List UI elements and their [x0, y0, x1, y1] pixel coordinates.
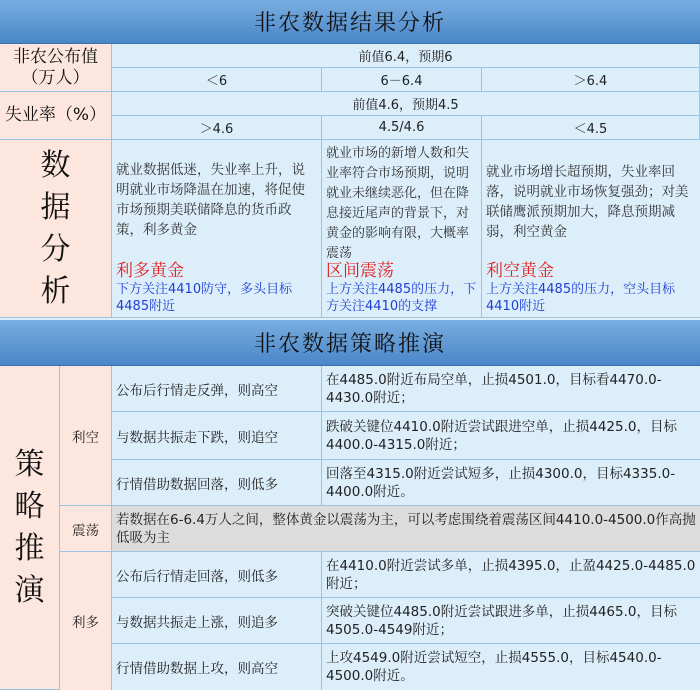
analysis-column-range: [322, 140, 482, 318]
nonfarm-range-low: ＜6: [112, 68, 322, 92]
strategy-plan: 在4485.0附近布局空单，止损4501.0，目标看4470.0-4430.0附近；: [322, 366, 700, 412]
analysis-note: 下方关注4410防守，多头目标4485附近: [116, 282, 293, 314]
strategy-label-cell: [0, 366, 60, 690]
section-title-results: 非农数据结果分析: [0, 0, 700, 44]
unemployment-range-low: ＜4.5: [482, 116, 700, 140]
unemployment-range-mid: 4.5/4.6: [322, 116, 482, 140]
unemployment-prev-expected: 前值4.6，预期4.5: [112, 92, 700, 116]
strategy-condition: 行情借助数据回落，则低多: [112, 460, 322, 506]
range-group-label: 震荡: [60, 506, 112, 552]
strategy-condition: 公布后行情走反弹，则高空: [112, 366, 322, 412]
analysis-note: 上方关注4485的压力，空头目标4410附近: [486, 282, 676, 314]
analysis-label-cell: [0, 140, 112, 318]
unemployment-range-high: ＞4.6: [112, 116, 322, 140]
analysis-verdict: 利多黄金: [116, 261, 184, 281]
range-strategy-text: 若数据在6-6.4万人之间，整体黄金以震荡为主，可以考虑围绕着震荡区间4410.0-4500.0作高抛低吸为主: [112, 506, 700, 552]
analysis-verdict: 区间震荡: [326, 261, 394, 281]
analysis-label: 数据分析: [40, 147, 71, 309]
strategy-label: 策略推演: [14, 446, 45, 608]
nonfarm-range-high: ＞6.4: [482, 68, 700, 92]
nonfarm-label: 非农公布值（万人）: [0, 44, 112, 92]
analysis-column-bullish: [112, 140, 322, 318]
analysis-text: 就业市场的新增人数和失业率符合市场预期，说明就业未继续恶化，但在降息接近尾声的背景下，对黄金的影响有限，大概率震荡: [326, 146, 470, 261]
analysis-text: 就业数据低迷，失业率上升，说明就业市场降温在加速，将促使市场预期美联储降息的货币政策，利多黄金: [116, 162, 305, 238]
strategy-plan: 突破关键位4485.0附近尝试跟进多单，止损4465.0，目标4505.0-4549附近；: [322, 598, 700, 644]
analysis-column-bearish: [482, 140, 700, 318]
bullish-group-label: 利多: [60, 552, 112, 690]
strategy-condition: 公布后行情走回落，则低多: [112, 552, 322, 598]
unemployment-label: 失业率（%）: [0, 92, 112, 140]
analysis-text: 就业市场增长超预期，失业率回落，说明就业市场恢复强劲；对美联储鹰派预期加大，降息预期减弱，利空黄金: [486, 164, 689, 240]
strategy-condition: 与数据共振走上涨，则追多: [112, 598, 322, 644]
strategy-plan: 回落至4315.0附近尝试短多，止损4300.0，目标4335.0-4400.0附近。: [322, 460, 700, 506]
analysis-note: 上方关注4485的压力，下方关注4410的支撑: [326, 282, 477, 314]
nonfarm-range-mid: 6－6.4: [322, 68, 482, 92]
section-title-strategy: 非农数据策略推演: [0, 320, 700, 366]
bearish-group-label: 利空: [60, 366, 112, 506]
analysis-verdict: 利空黄金: [486, 261, 554, 281]
strategy-plan: 在4410.0附近尝试多单，止损4395.0，止盈4425.0-4485.0附近；: [322, 552, 700, 598]
nonfarm-prev-expected: 前值6.4，预期6: [112, 44, 700, 68]
strategy-plan: 上攻4549.0附近尝试短空，止损4555.0，目标4540.0-4500.0附近。: [322, 644, 700, 690]
strategy-condition: 与数据共振走下跌，则追空: [112, 412, 322, 460]
strategy-plan: 跌破关键位4410.0附近尝试跟进空单，止损4425.0，目标4400.0-4315.0附近；: [322, 412, 700, 460]
strategy-condition: 行情借助数据上攻，则高空: [112, 644, 322, 690]
